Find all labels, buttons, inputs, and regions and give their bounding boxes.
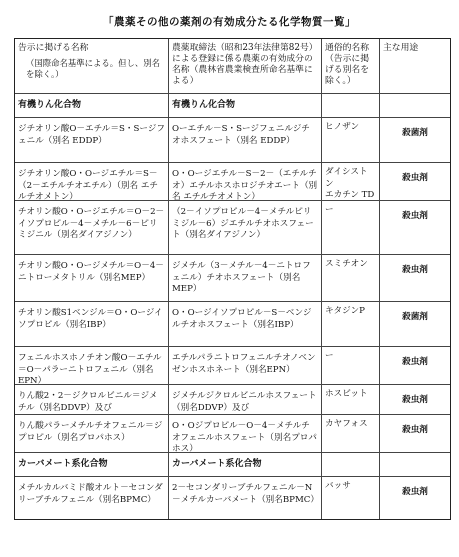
common-name-cell: ホスビット <box>322 385 380 414</box>
usage-cell: 殺菌剤 <box>402 128 428 138</box>
common-name-cell: ヒノザン <box>322 118 380 162</box>
official-name-cell: りん酸パラーメチルチオフェニル＝ジプロピル（別名プロパホス） <box>15 415 169 452</box>
registered-name-cell: エチルパラニトロフェニルチオノベンゼンホスホネート（別名EPN） <box>169 347 322 384</box>
usage-cell: 殺虫剤 <box>402 487 428 497</box>
official-name-cell: チオリン酸S1ベンジル＝O・Oージイソプロピル（別名IBP） <box>15 302 169 346</box>
registered-name-cell: Oーエチル－S・Sージフェニルジチオホスフェート（別名 EDDP） <box>169 118 322 162</box>
usage-cell: 殺虫剤 <box>402 211 428 221</box>
empty-cell <box>380 453 450 476</box>
table-row <box>15 255 450 302</box>
usage-cell: 殺菌剤 <box>402 312 428 322</box>
header-col1-main: 告示に掲げる名称 <box>18 43 89 53</box>
section-label: カーバメート系化合物 <box>15 453 169 476</box>
header-col4: 主な用途 <box>383 43 419 53</box>
official-name-cell: ジチオリン酸O－エチル＝S・Sージフェニル（別名 EDDP） <box>15 118 169 162</box>
common-name-cell: ー <box>322 201 380 254</box>
table-body <box>15 94 450 519</box>
registered-name-cell: （2－イソプロピル－4－メチルピリミジル－6）ジエチルチオホスフェート（別名ダイアジノン） <box>169 201 322 254</box>
registered-name-cell: O・Oージエチル－S－2－（エチルチオ）エチルホスホロジチオエート（別名 エチルチオメトン） <box>169 163 322 200</box>
table-row <box>15 163 450 201</box>
registered-name-cell: ジメチル（3－メチル－4－ニトロフェニル）チオホスフェート（別名MEP） <box>169 255 322 301</box>
page-title: 「農薬その他の薬剤の有効成分たる化学物質一覧」 <box>103 16 356 28</box>
empty-cell <box>322 94 380 117</box>
official-name-cell: チオリン酸O・Oージエチル＝O－2－イソプロピル－4－メチル－6－ピリミジニル（別名ダイアジノン） <box>15 201 169 254</box>
header-col1-sub: （国際命名基準による。但し、別名を除く。） <box>26 58 160 79</box>
common-name-cell: キタジンP <box>322 302 380 346</box>
common-name-cell: カヤフォス <box>322 415 380 452</box>
table-row <box>15 477 450 519</box>
usage-cell: 殺虫剤 <box>402 425 428 435</box>
section-label: 有機りん化合物 <box>15 94 169 117</box>
section-header-row <box>15 453 450 477</box>
section-label: カーバメート系化合物 <box>169 453 322 476</box>
table-row <box>15 118 450 163</box>
usage-cell: 殺虫剤 <box>402 265 428 275</box>
registered-name-cell: O・Oージイソプロピル－S－ベンジルチオホスフェート（別名IBP） <box>169 302 322 346</box>
empty-cell <box>322 453 380 476</box>
table-row <box>15 302 450 347</box>
usage-cell: 殺虫剤 <box>402 173 428 183</box>
official-name-cell: りん酸2・2－ジクロルビニル＝ジメチル（別名DDVP）及び <box>15 385 169 414</box>
official-name-cell: フェニルホスホノチオン酸O－エチル＝O－パラーニトロフェニル（別名EPN） <box>15 347 169 384</box>
registered-name-cell: ジメチルジクロルビニルホスフェート（別名DDVP）及び <box>169 385 322 414</box>
usage-cell: 殺虫剤 <box>402 357 428 367</box>
table-row <box>15 385 450 415</box>
table-row <box>15 415 450 453</box>
chemical-table <box>14 38 451 520</box>
official-name-cell: ジチオリン酸O・Oージエチル＝S－（2－エチルチオエチル）（別名 エチルチオメトン） <box>15 163 169 200</box>
table-row <box>15 347 450 385</box>
table-row <box>15 201 450 255</box>
usage-cell: 殺虫剤 <box>402 395 428 405</box>
common-name-cell: スミチオン <box>322 255 380 301</box>
header-col1 <box>15 39 169 93</box>
section-label: 有機りん化合物 <box>169 94 322 117</box>
registered-name-cell: O・Oジプロピル－O－4－メチルチオフェニルホスフェート（別名プロパホス） <box>169 415 322 452</box>
official-name-cell: メチルカルバミド酸オルト－セコンダリーブチルフェニル（別名BPMC） <box>15 477 169 519</box>
official-name-cell: チオリン酸O・Oージメチル＝O－4－ニトローメタトリル（別名MEP） <box>15 255 169 301</box>
section-header-row <box>15 94 450 118</box>
header-col2: 農薬取締法（昭和23年法律第82号）による登録に係る農薬の有効成分の名称（農林省農業検査所命名基準による） <box>169 39 322 93</box>
header-col3: 通俗的名称（告示に掲げる別名を除く。） <box>322 39 380 93</box>
common-name-cell: ー <box>322 347 380 384</box>
common-name-cell: バッサ <box>322 477 380 519</box>
empty-cell <box>380 94 450 117</box>
common-name-cell: ダイシストン エカチン TD <box>322 163 380 200</box>
table-header-row <box>15 39 450 94</box>
registered-name-cell: 2－セコンダリーブチルフェニル－N－メチルカーバメート（別名BPMC） <box>169 477 322 519</box>
